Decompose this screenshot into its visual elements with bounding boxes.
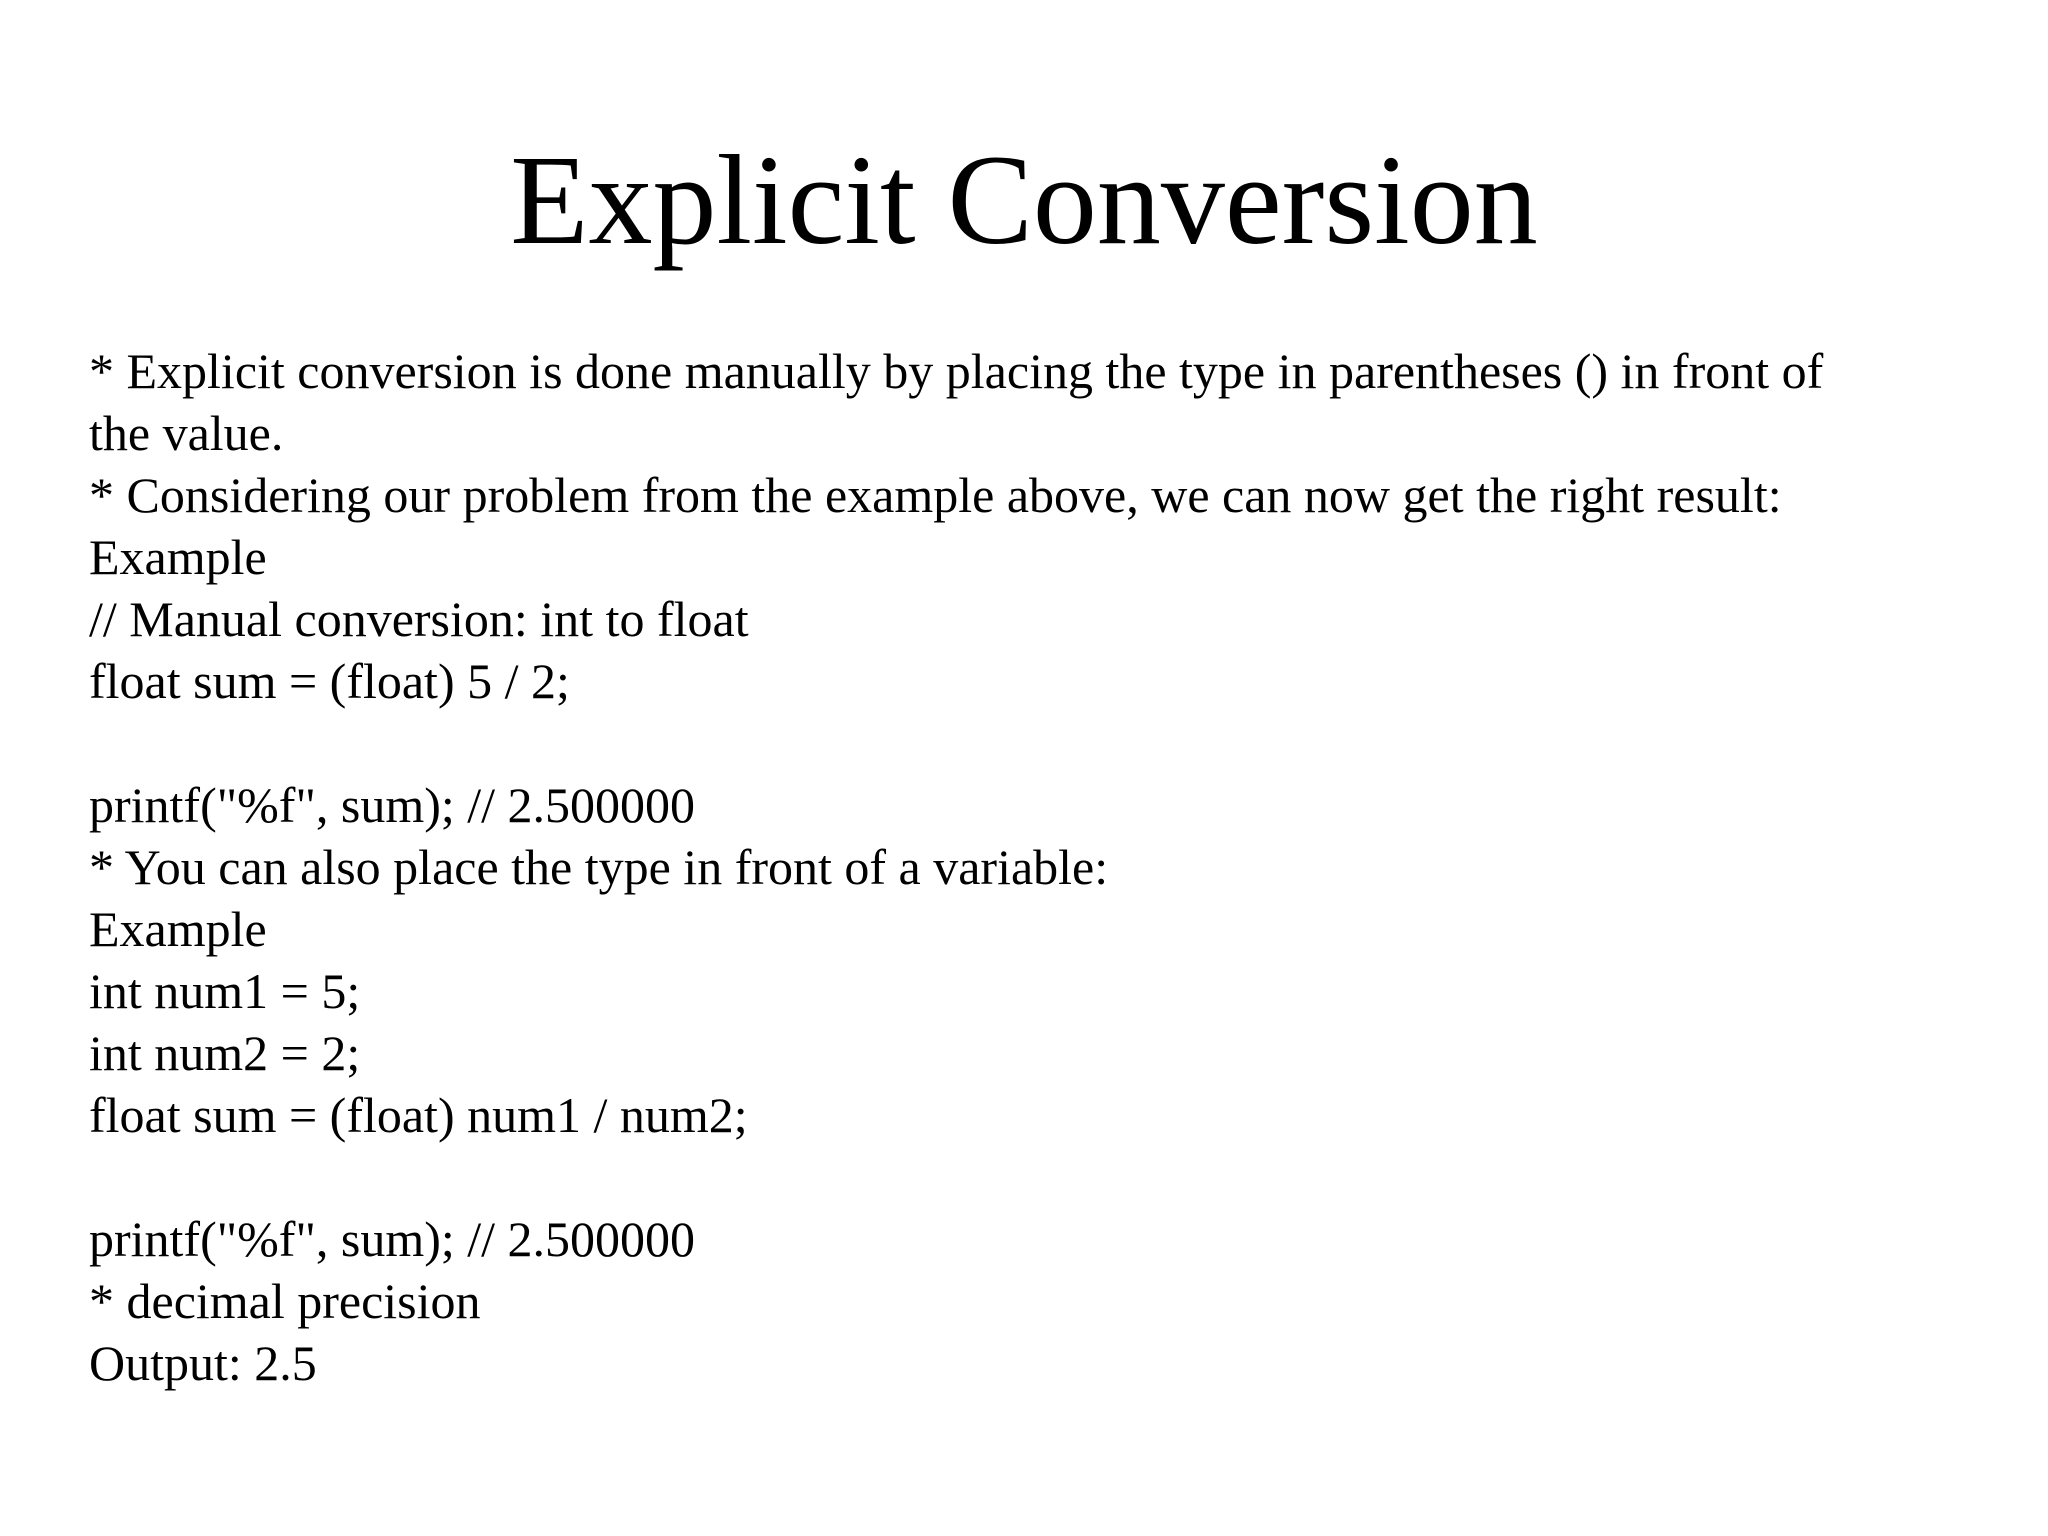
- code-line-num1: int num1 = 5;: [89, 963, 361, 1019]
- body-line-the-value: the value.: [89, 405, 284, 461]
- body-line-decimal-precision: * decimal precision: [89, 1273, 481, 1329]
- body-line-example-heading-1: Example: [89, 529, 267, 585]
- blank-line-2: [89, 1146, 1989, 1208]
- body-line-example-heading-2: Example: [89, 901, 267, 957]
- body-line-considering: * Considering our problem from the example above, we can now get the right result:: [89, 467, 1782, 523]
- code-line-float-sum-vars: float sum = (float) num1 / num2;: [89, 1087, 748, 1143]
- body-line-variable: * You can also place the type in front of a variable:: [89, 839, 1109, 895]
- slide-title: Explicit Conversion: [510, 129, 1538, 271]
- code-line-num2: int num2 = 2;: [89, 1025, 361, 1081]
- blank-line-1: [89, 712, 1989, 774]
- code-line-printf-1: printf("%f", sum); // 2.500000: [89, 777, 696, 833]
- slide-body: [89, 340, 1989, 1394]
- body-line-output: Output: 2.5: [89, 1335, 317, 1391]
- code-line-printf-2: printf("%f", sum); // 2.500000: [89, 1211, 696, 1267]
- code-line-float-sum-literal: float sum = (float) 5 / 2;: [89, 653, 570, 709]
- body-line-explicit-intro: * Explicit conversion is done manually by placing the type in parentheses () in front of: [89, 343, 1824, 399]
- code-line-comment-manual: // Manual conversion: int to float: [89, 591, 749, 647]
